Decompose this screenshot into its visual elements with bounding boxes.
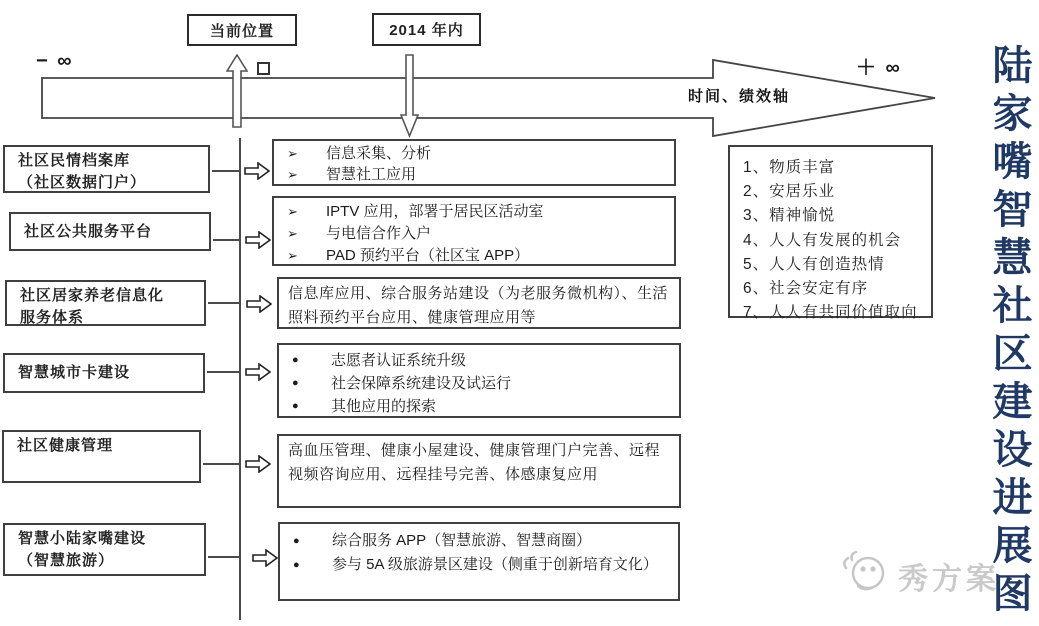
flow-arrow-icon [252,549,278,567]
connector-line [208,556,240,558]
mid-box-health-management [277,434,681,508]
bullet-text: 参与 5A 级旅游景区建设（侧重于创新培育文化） [332,556,658,573]
flow-arrow-icon [244,162,270,180]
dot-bullet-icon: ● [292,400,299,412]
bullet-text: PAD 预约平台（社区宝 APP） [326,247,530,264]
mid-box-info-library [277,277,681,329]
left-box-line: 社区民情档案库 [18,152,131,169]
goal-item: 1、物质丰富 [743,159,836,176]
connector-line [212,170,240,172]
goals-box [728,145,933,322]
arrow-bullet-icon: ➢ [287,146,298,161]
left-box-line: 社区健康管理 [17,437,114,454]
bullet-row [274,201,674,223]
left-box-line: 服务体系 [20,309,85,326]
left-box-line: （社区数据门户） [18,174,147,191]
dot-bullet-icon: ● [293,559,300,571]
bullet-row [274,164,674,185]
bullet-text: 志愿者认证系统升级 [331,352,467,369]
connector-line [203,463,240,465]
dot-bullet-icon: ● [292,377,299,389]
goal-item: 3、精神愉悦 [743,207,836,225]
left-box-home-elderly-care [5,280,206,326]
connector-line [213,239,240,241]
left-box-community-archive [3,145,210,193]
mid-box-iptv [272,196,676,266]
bullet-row [279,395,679,418]
goal-item: 2、安居乐业 [743,183,836,201]
mid-box-integrated-app [278,522,680,601]
goal-item: 6、社会安定有序 [743,280,869,298]
bullet-text: 智慧社工应用 [326,166,417,183]
arrow-bullet-icon: ➢ [287,167,298,182]
left-box-smart-lujiazui [3,523,206,576]
connector-line [208,302,240,304]
year-2014-label: 2014 年内 [389,22,464,39]
watermark-logo-icon [838,548,890,594]
bullet-row [279,349,679,372]
dot-bullet-icon: ● [293,535,300,547]
year-2014-marker [372,13,481,46]
connector-line [207,371,240,373]
vertical-title-container [982,44,1036,626]
bullet-row [279,372,679,395]
goal-item: 5、人人有创造热情 [743,255,885,273]
goal-item: 7、人人有共同价值取向 [743,304,918,322]
mid-box-volunteer-system [277,343,681,418]
bullet-row [274,245,674,267]
left-box-line: （智慧旅游） [18,552,115,569]
left-box-line: 智慧城市卡建设 [18,364,131,381]
timeline-arrow [40,52,940,140]
bullet-text: 信息采集、分析 [326,145,432,162]
pos-infinity-label: ＋ ∞ [856,57,902,79]
bullet-row [274,143,674,164]
arrow-bullet-icon: ➢ [287,226,298,241]
dot-bullet-icon: ● [292,354,299,366]
arrow-bullet-icon: ➢ [287,248,298,263]
bullet-row [280,529,678,553]
bullet-text: 与电信合作入户 [326,225,432,242]
bullet-text: 其他应用的探索 [331,398,437,415]
up-arrow-icon [226,54,248,129]
flow-arrow-icon [245,363,271,381]
current-position-marker [187,14,297,46]
left-box-line: 社区居家养老信息化 [20,287,165,304]
current-position-label: 当前位置 [209,22,274,40]
neg-infinity-label: − ∞ [36,50,74,72]
spine-line [239,138,241,620]
left-box-public-service-platform [9,212,211,251]
mid-box-data-collection [272,139,676,186]
arrow-bullet-icon: ➢ [287,204,298,219]
left-box-smart-city-card [3,353,205,393]
flow-arrow-icon [246,295,272,313]
axis-label: 时间、绩效轴 [688,88,791,105]
flow-arrow-icon [245,231,271,249]
goal-item: 4、人人有发展的机会 [743,231,902,249]
bullet-text: IPTV 应用，部署于居民区活动室 [326,203,544,220]
left-box-line: 智慧小陆家嘴建设 [18,530,147,547]
flow-arrow-icon [245,455,271,473]
bullet-text: 社会保障系统建设及试运行 [331,375,512,392]
mid-box-text: 高血压管理、健康小屋建设、健康管理门户完善、远程视频咨询应用、远程挂号完善、体感康复应用 [288,442,661,483]
page-title: 陆家嘴智慧社区建设进展图 [987,44,1031,620]
small-square-marker [257,62,270,75]
bullet-text: 综合服务 APP（智慧旅游、智慧商圈） [332,532,592,549]
left-box-line: 社区公共服务平台 [24,222,153,240]
bullet-row [280,553,678,577]
down-arrow-icon [400,54,420,138]
watermark-text: 秀方案 [898,563,1000,596]
watermark [838,548,890,594]
left-box-community-health [2,430,201,483]
mid-box-text: 信息库应用、综合服务站建设（为老服务微机构）、生活照料预约平台应用、健康管理应用等 [288,285,669,326]
bullet-row [274,223,674,245]
